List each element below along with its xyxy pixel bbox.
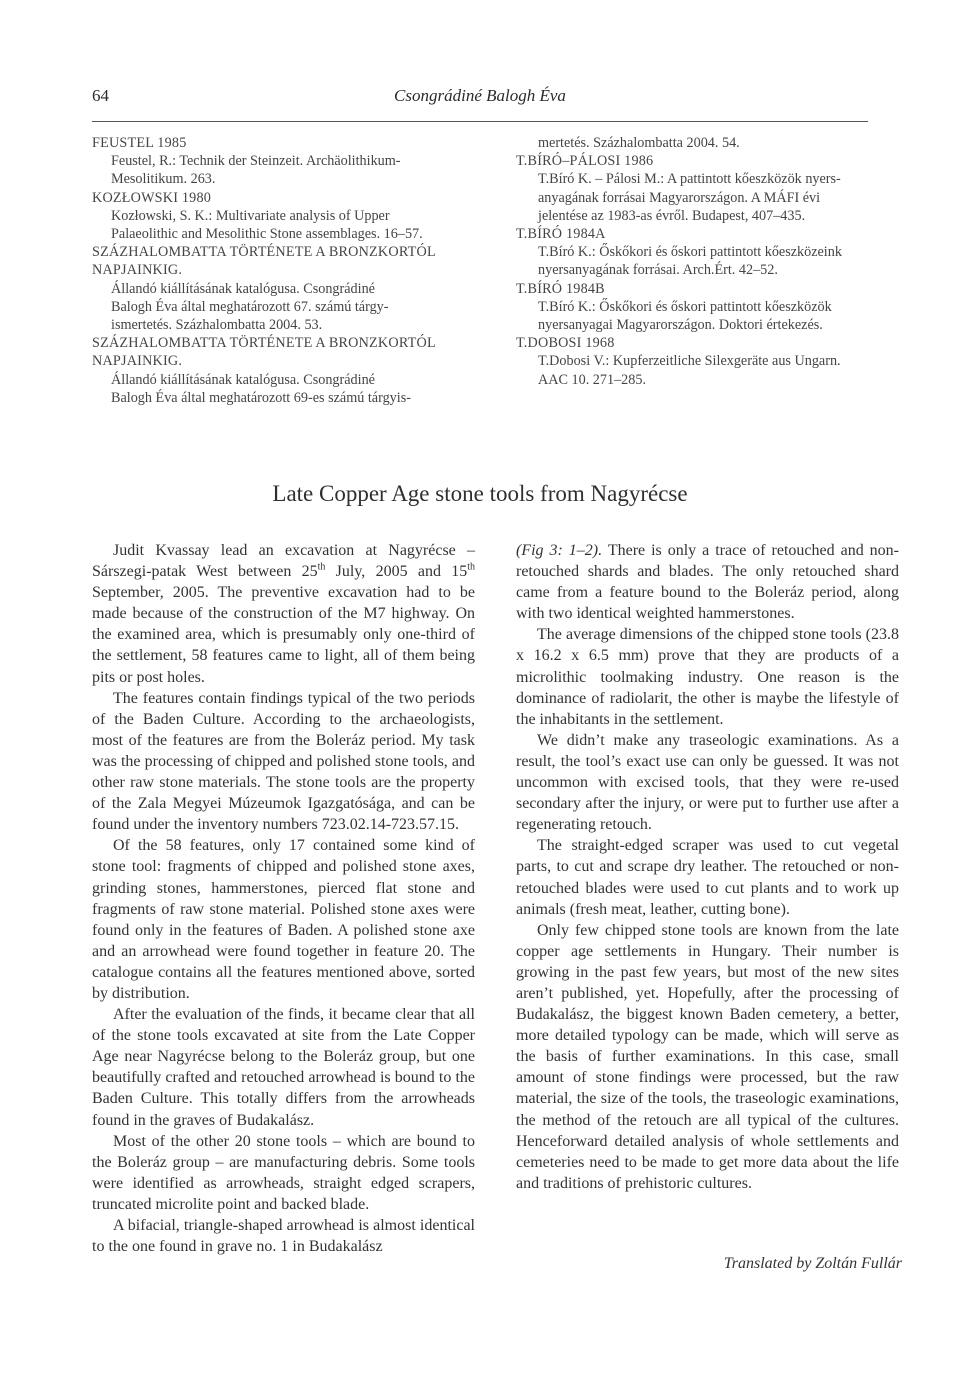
- reference-key-cont: NAPJAINKIG.: [92, 262, 183, 279]
- reference-biro-1984b: [516, 280, 902, 335]
- paragraph: The average dimensions of the chipped stone tools (23.8 x 16.2 x 6.5 mm) prove that they are products of a microlithic toolmaking industry. One reason is the dominance of radiolarit, the other is maybe the lifestyle of the inhabitants in the settlement.: [516, 626, 899, 728]
- reference-line: Feustel, R.: Technik der Steinzeit. Archäolithikum-: [111, 153, 401, 170]
- text-run: September, 2005. The preventive excavation had to be made because of the construction of the M7 highway. On the examined area, which is presumably only one-third of the settlement, 58 features came to light, all of them being pits or post holes.: [92, 584, 475, 686]
- reference-szazhalombatta-53: [92, 243, 478, 334]
- reference-line: Palaeolithic and Mesolithic Stone assemblages. 16–57.: [111, 226, 423, 243]
- reference-line: Állandó kiállításának katalógusa. Csongrádiné: [111, 371, 375, 388]
- reference-line: Állandó kiállításának katalógusa. Csongrádiné: [111, 280, 375, 297]
- reference-line: Balogh Éva által meghatározott 69-es számú tárgyis-: [111, 389, 411, 406]
- superscript: th: [467, 561, 475, 573]
- paragraph: [92, 540, 475, 688]
- references-left: [92, 134, 478, 407]
- superscript: th: [317, 561, 326, 573]
- reference-line: T.Bíró K. – Pálosi M.: A pattintott kőeszközök nyers-: [538, 171, 841, 188]
- reference-kozlowski: [92, 189, 478, 244]
- translator-credit: Translated by Zoltán Fullár: [723, 1255, 902, 1272]
- reference-key: FEUSTEL 1985: [92, 135, 187, 151]
- reference-line: Mesolitikum. 263.: [111, 171, 216, 188]
- text-run: There is only a trace of retouched and non-retouched shards and blades. The only retouched shard came from a feature bound to the Boleráz period, along with two identical weighted hammerstones.: [516, 542, 899, 623]
- paragraph: After the evaluation of the finds, it became clear that all of the stone tools excavated at site from the Late Copper Age near Nagyrécse belong to the Boleráz group, but one beautifully crafted and retouched arrowhead is bound to the Baden Culture. This totally differs from the arrowheads found in the graves of Budakalász.: [92, 1006, 475, 1129]
- reference-key: T.BÍRÓ 1984B: [516, 280, 605, 297]
- paragraph: The features contain findings typical of the two periods of the Baden Culture. According to the archaeologists, most of the features are from the Boleráz period. My task was the processing of chipped and polished stone tools, and other raw stone materials. The stone tools are the property of the Zala Megyei Múzeumok Igazgatósága, and can be found under the inventory numbers 723.02.14-723.57.15.: [92, 689, 475, 834]
- reference-key: T.DOBOSI 1968: [516, 335, 615, 352]
- reference-line: AAC 10. 271–285.: [538, 371, 646, 388]
- reference-key: SZÁZHALOMBATTA TÖRTÉNETE A BRONZKORTÓL: [92, 335, 436, 352]
- paragraph: [516, 540, 899, 624]
- reference-line: anyagának forrásai Magyarországon. A MÁFI évi: [538, 189, 821, 206]
- references-right: [516, 134, 902, 389]
- reference-line: jelentése az 1983-as évről. Budapest, 407–435.: [538, 207, 806, 224]
- paragraph: The straight-edged scraper was used to cut vegetal parts, to cut and scrape dry leather. The retouched or non-retouched blades were used to cut plants and to work up animals (fresh meat, leather, cutting bone).: [516, 837, 899, 918]
- reference-line: nyersanyagai Magyarországon. Doktori értekezés.: [538, 317, 823, 334]
- reference-dobosi: [516, 334, 902, 389]
- figure-reference: (Fig 3: 1–2).: [516, 542, 603, 559]
- paragraph: Only few chipped stone tools are known from the late copper age settlements in Hungary. Their number is growing in the past few years, but most of the new sites aren’t published, yet. Hopefully, after the processing of Budakalász, the biggest known Baden cemetery, a better, more detailed typology can be made, which will serve as the basis of further examinations. In this case, small amount of stone findings were processed, but the raw material, the size of the tools, the traseologic examinations, the method of the retouch are all typical of the cultures. Henceforward detailed analysis of whole settlements and cemeteries need to be made to get more data about the life and traditions of prehistoric cultures.: [516, 921, 899, 1192]
- paragraph: Of the 58 features, only 17 contained some kind of stone tool: fragments of chipped and polished stone axes, grinding stones, hammerstones, pierced flat stone and fragments of raw stone material. Polished stone axes were found only in the features of Baden. A polished stone axe and an arrowhead were found together in feature 20. The catalogue contains all the features mentioned above, sorted by distribution.: [92, 837, 475, 1002]
- text-run: July, 2005 and 15: [325, 563, 468, 581]
- reference-key: SZÁZHALOMBATTA TÖRTÉNETE A BRONZKORTÓL: [92, 244, 436, 261]
- paragraph: Most of the other 20 stone tools – which are bound to the Boleráz group – are manufacturing debris. Some tools were identified as arrowheads, straight edged scrapers, truncated microlite point and backed blade.: [92, 1132, 475, 1213]
- paragraph: We didn’t make any traseologic examinations. As a result, the tool’s exact use can only be guessed. It was not uncommon with excised tools, that they were re-used secondary after the injury, or were put to further use after a regenerating retouch.: [516, 731, 899, 834]
- text-run: Judit Kvassay lead an excavation at Nagyrécse – Sárszegi-patak West between 25: [92, 542, 475, 581]
- reference-biro-palosi: [516, 152, 902, 225]
- reference-line: T.Dobosi V.: Kupferzeitliche Silexgeräte aus Ungarn.: [538, 353, 841, 370]
- reference-line: Balogh Éva által meghatározott 67. számú tárgy-: [111, 298, 389, 315]
- reference-line: T.Bíró K.: Őskőkori és őskori pattintott kőeszközök: [538, 298, 832, 315]
- article-column-left: [92, 540, 475, 1257]
- reference-line: ismertetés. Százhalombatta 2004. 53.: [111, 317, 323, 334]
- reference-line: Kozłowski, S. K.: Multivariate analysis of Upper: [111, 207, 390, 224]
- reference-biro-1984a: [516, 225, 902, 280]
- reference-key: T.BÍRÓ–PÁLOSI 1986: [516, 153, 654, 170]
- page-number: 64: [92, 86, 109, 105]
- article-title: Late Copper Age stone tools from Nagyrécse: [272, 481, 688, 506]
- reference-key-cont: NAPJAINKIG.: [92, 353, 183, 370]
- page-header: [92, 86, 868, 114]
- reference-line: T.Bíró K.: Őskőkori és őskori pattintott kőeszközeink: [538, 244, 842, 261]
- reference-continuation: [516, 134, 902, 152]
- paragraph: A bifacial, triangle-shaped arrowhead is almost identical to the one found in grave no. 1 in Budakalász: [92, 1217, 475, 1256]
- reference-szazhalombatta-54: [92, 334, 478, 407]
- header-rule: [92, 121, 868, 122]
- article-column-right: [516, 540, 899, 1194]
- reference-line: mertetés. Százhalombatta 2004. 54.: [538, 135, 740, 151]
- reference-feustel: [92, 134, 478, 189]
- reference-key: KOZŁOWSKI 1980: [92, 189, 212, 206]
- reference-key: T.BÍRÓ 1984A: [516, 226, 606, 243]
- running-head: Csongrádiné Balogh Éva: [394, 86, 566, 105]
- reference-line: nyersanyagának forrásai. Arch.Ért. 42–52.: [538, 262, 778, 279]
